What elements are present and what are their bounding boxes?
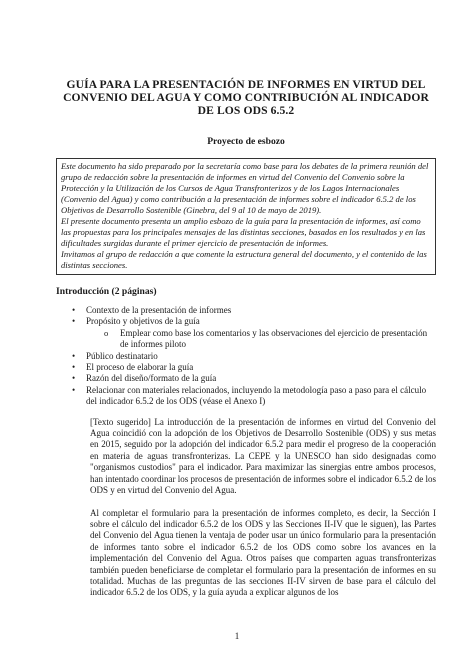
bullet-list — [56, 305, 436, 408]
list-item-text: Propósito y objetivos de la guía — [86, 316, 200, 327]
list-item — [76, 316, 436, 350]
list-item: • Contexto de la presentación de informes — [76, 305, 436, 316]
intro-note-paragraph-1: Este documento ha sido preparado por la secretaría como base para los debates de la primera reunión del grupo de redacción sobre la presentación de informes en virtud del Convenio del Convenio sobre la Protección y la Utilización de los Cursos de Agua Transfronterizos y de los Lagos Internacionales (Convenio del Agua) y como contribución a la presentación de informes sobre el indicador 6.5.2 de los Objetivos de Desarrollo Sostenible (Ginebra, del 9 al 10 de mayo de 2019). — [61, 161, 429, 215]
list-item: • Razón del diseño/formato de la guía — [76, 373, 436, 384]
list-item: • Relacionar con materiales relacionados, incluyendo la metodología paso a paso para el cálculo del indicador 6.5.2 de los ODS (véase el Anexo I) — [76, 385, 436, 408]
section-heading: Introducción (2 páginas) — [56, 286, 157, 297]
intro-note-box — [56, 158, 436, 275]
list-item: • Público destinatario — [76, 351, 436, 362]
page-number: 1 — [234, 631, 240, 641]
body-paragraph-1: [Texto sugerido] La introducción de la presentación de informes en virtud del Convenio del Agua coincidió con la adopción de los Objetivos de Desarrollo Sostenible (ODS) y sus metas en 2015, seguido por la adopción del indicador 6.5.2 para medir el progreso de la cooperación en materia de aguas transfronterizas. La CEPE y la UNESCO han sido designadas como "organismos custodios" para el indicador. Para maximizar las sinergias entre ambos procesos, han intentado coordinar los procesos de presentación de informes sobre el indicador 6.5.2 de los ODS y en virtud del Convenio del Agua. — [90, 416, 436, 496]
list-item: • El proceso de elaborar la guía — [76, 362, 436, 373]
intro-note-paragraph-2: El presente documento presenta un amplio esbozo de la guía para la presentación de informes, así como las propuestas para los principales mensajes de las distintas secciones, basados en los resultados y en las dificultades surgidas durante el primer ejercicio de presentación de informes. — [61, 216, 426, 248]
body-paragraph-2: Al completar el formulario para la presentación de informes completo, es decir, la Sección I sobre el cálculo del indicador 6.5.2 de los ODS y las Secciones II-IV que le siguen), las Partes del Convenio del Agua tienen la ventaja de poder usar un único formulario para la presentación de informes tanto sobre el indicador 6.5.2 de los ODS como sobre los avances en la implementación del Convenio del Agua. Otros países que comparten aguas transfronterizas también pueden beneficiarse de completar el formulario para la presentación de informes en su totalidad. Muchas de las preguntas de las secciones II-IV sirven de base para el cálculo del indicador 6.5.2 de los ODS, y la guía ayuda a explicar algunos de los — [90, 507, 436, 598]
document-subtitle: Proyecto de esbozo — [207, 136, 285, 147]
intro-note-paragraph-3: Invitamos al grupo de redacción a que comente la estructura general del documento, y el contenido de las distintas secciones. — [61, 249, 427, 270]
document-title: GUÍA PARA LA PRESENTACIÓN DE INFORMES EN VIRTUD DEL CONVENIO DEL AGUA Y COMO CONTRIBUCIÓN AL INDICADOR DE LOS ODS 6.5.2 — [63, 78, 429, 117]
sub-bullet-list — [86, 328, 436, 351]
sub-list-item: o Emplear como base los comentarios y las observaciones del ejercicio de presentación de informes piloto — [110, 328, 436, 351]
